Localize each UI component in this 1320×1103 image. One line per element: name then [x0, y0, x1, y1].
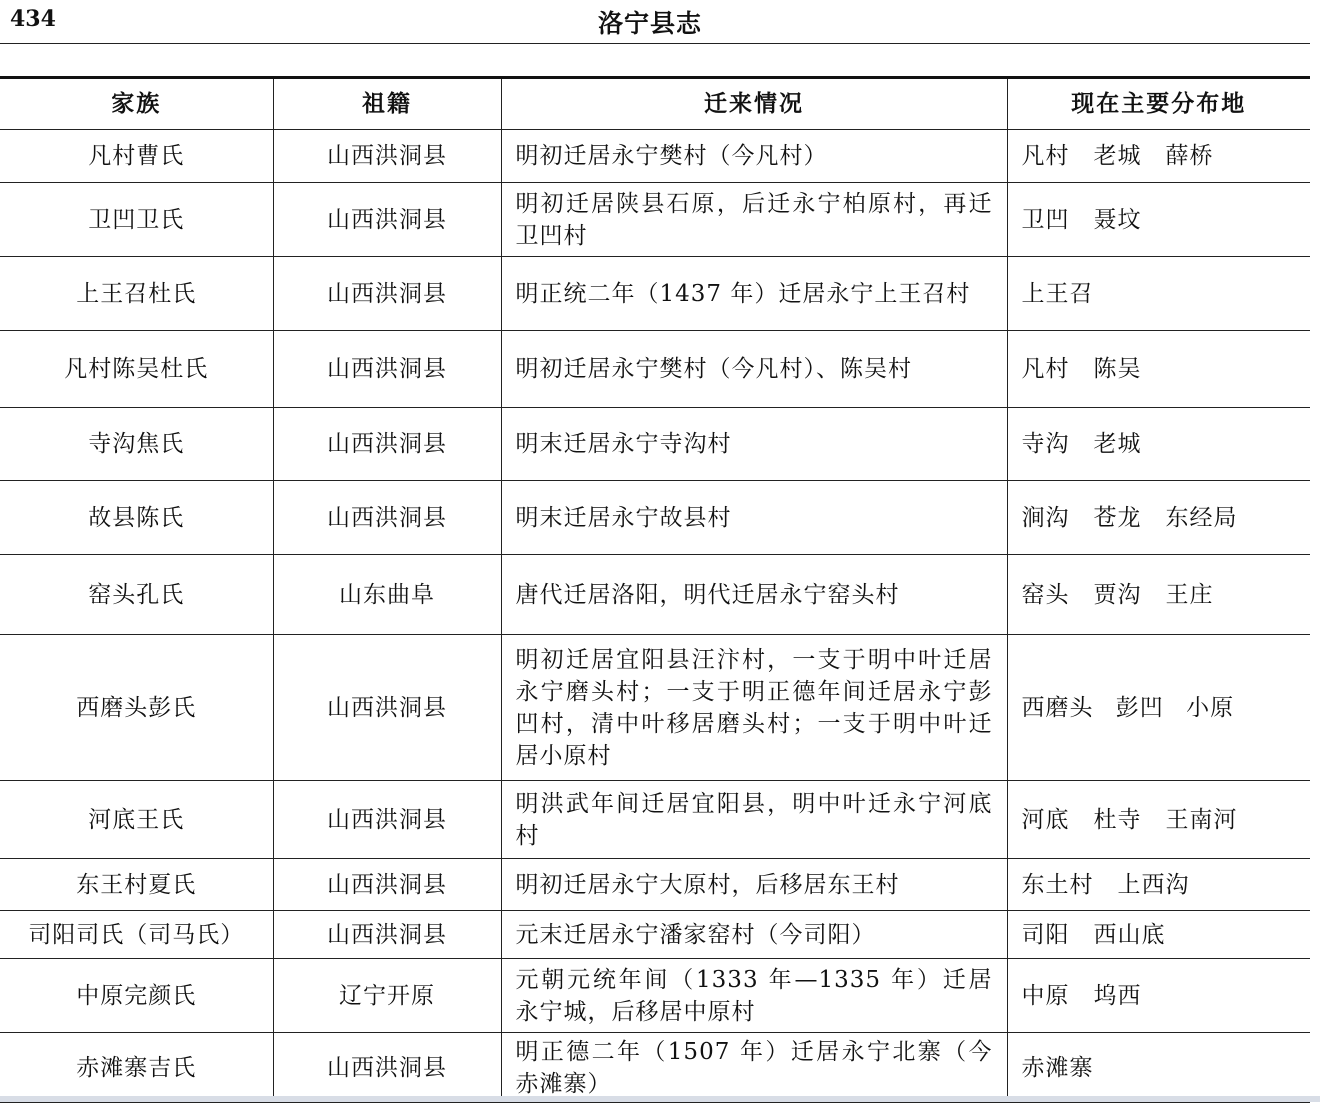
cell-family: 窑头孔氏 — [0, 555, 273, 635]
table-row — [0, 481, 1310, 555]
cell-distribution: 凡村 陈吴 — [1007, 331, 1310, 408]
cell-family: 卫凹卫氏 — [0, 183, 273, 257]
table-row — [0, 183, 1310, 257]
cell-distribution: 赤滩寨 — [1007, 1033, 1310, 1103]
cell-family: 寺沟焦氏 — [0, 408, 273, 481]
header-family: 家族 — [0, 78, 273, 130]
table-row — [0, 408, 1310, 481]
cell-history: 明初迁居陕县石原，后迁永宁柏原村，再迁卫凹村 — [501, 183, 1007, 257]
cell-distribution: 司阳 西山底 — [1007, 911, 1310, 959]
cell-distribution: 涧沟 苍龙 东经局 — [1007, 481, 1310, 555]
cell-origin: 山西洪洞县 — [273, 331, 501, 408]
cell-family: 故县陈氏 — [0, 481, 273, 555]
table-header-row — [0, 78, 1310, 130]
cell-history: 明初迁居永宁樊村（今凡村） — [501, 130, 1007, 183]
cell-family: 中原完颜氏 — [0, 959, 273, 1033]
cell-family: 东王村夏氏 — [0, 859, 273, 911]
cell-history: 明正统二年（1437 年）迁居永宁上王召村 — [501, 257, 1007, 331]
cell-family: 河底王氏 — [0, 781, 273, 859]
header-origin: 祖籍 — [273, 78, 501, 130]
table-row — [0, 331, 1310, 408]
cell-origin: 山西洪洞县 — [273, 257, 501, 331]
cell-history: 明末迁居永宁故县村 — [501, 481, 1007, 555]
book-title: 洛宁县志 — [597, 9, 702, 38]
cell-origin: 山西洪洞县 — [273, 635, 501, 781]
bottom-edge — [0, 1096, 1320, 1102]
table-row — [0, 859, 1310, 911]
cell-family: 凡村曹氏 — [0, 130, 273, 183]
cell-family: 西磨头彭氏 — [0, 635, 273, 781]
cell-history: 元末迁居永宁潘家窑村（今司阳） — [501, 911, 1007, 959]
cell-distribution: 卫凹 聂坟 — [1007, 183, 1310, 257]
cell-family: 司阳司氏（司马氏） — [0, 911, 273, 959]
cell-origin: 山西洪洞县 — [273, 481, 501, 555]
cell-family: 凡村陈吴杜氏 — [0, 331, 273, 408]
cell-history: 元朝元统年间（1333 年—1335 年）迁居永宁城，后移居中原村 — [501, 959, 1007, 1033]
table-row — [0, 555, 1310, 635]
table-row — [0, 1033, 1310, 1103]
cell-distribution: 中原 坞西 — [1007, 959, 1310, 1033]
cell-distribution: 窑头 贾沟 王庄 — [1007, 555, 1310, 635]
cell-distribution: 寺沟 老城 — [1007, 408, 1310, 481]
cell-origin: 辽宁开原 — [273, 959, 501, 1033]
cell-distribution: 河底 杜寺 王南河 — [1007, 781, 1310, 859]
cell-family: 上王召杜氏 — [0, 257, 273, 331]
cell-origin: 山西洪洞县 — [273, 408, 501, 481]
header-history: 迁来情况 — [501, 78, 1007, 130]
table-row — [0, 635, 1310, 781]
table-row — [0, 130, 1310, 183]
header-rule — [0, 43, 1310, 44]
cell-origin: 山西洪洞县 — [273, 859, 501, 911]
cell-history: 明洪武年间迁居宜阳县，明中叶迁永宁河底村 — [501, 781, 1007, 859]
cell-family: 赤滩寨吉氏 — [0, 1033, 273, 1103]
cell-origin: 山西洪洞县 — [273, 781, 501, 859]
cell-origin: 山西洪洞县 — [273, 1033, 501, 1103]
cell-origin: 山西洪洞县 — [273, 130, 501, 183]
cell-distribution: 东土村 上西沟 — [1007, 859, 1310, 911]
cell-history: 明初迁居宜阳县汪汴村，一支于明中叶迁居永宁磨头村；一支于明正德年间迁居永宁彭凹村，清中叶移居磨头村；一支于明中叶迁居小原村 — [501, 635, 1007, 781]
cell-origin: 山东曲阜 — [273, 555, 501, 635]
table-row — [0, 781, 1310, 859]
cell-history: 明末迁居永宁寺沟村 — [501, 408, 1007, 481]
table-row — [0, 959, 1310, 1033]
cell-history: 明正德二年（1507 年）迁居永宁北寨（今赤滩寨） — [501, 1033, 1007, 1103]
cell-history: 明初迁居永宁樊村（今凡村）、陈吴村 — [501, 331, 1007, 408]
table-row — [0, 911, 1310, 959]
cell-distribution: 凡村 老城 薛桥 — [1007, 130, 1310, 183]
cell-origin: 山西洪洞县 — [273, 183, 501, 257]
cell-distribution: 西磨头 彭凹 小原 — [1007, 635, 1310, 781]
header-distribution: 现在主要分布地 — [1007, 78, 1310, 130]
clan-origin-table — [0, 76, 1310, 1103]
page-number: 434 — [10, 6, 56, 32]
cell-history: 唐代迁居洛阳，明代迁居永宁窑头村 — [501, 555, 1007, 635]
table-row — [0, 257, 1310, 331]
cell-distribution: 上王召 — [1007, 257, 1310, 331]
cell-origin: 山西洪洞县 — [273, 911, 501, 959]
cell-history: 明初迁居永宁大原村，后移居东王村 — [501, 859, 1007, 911]
